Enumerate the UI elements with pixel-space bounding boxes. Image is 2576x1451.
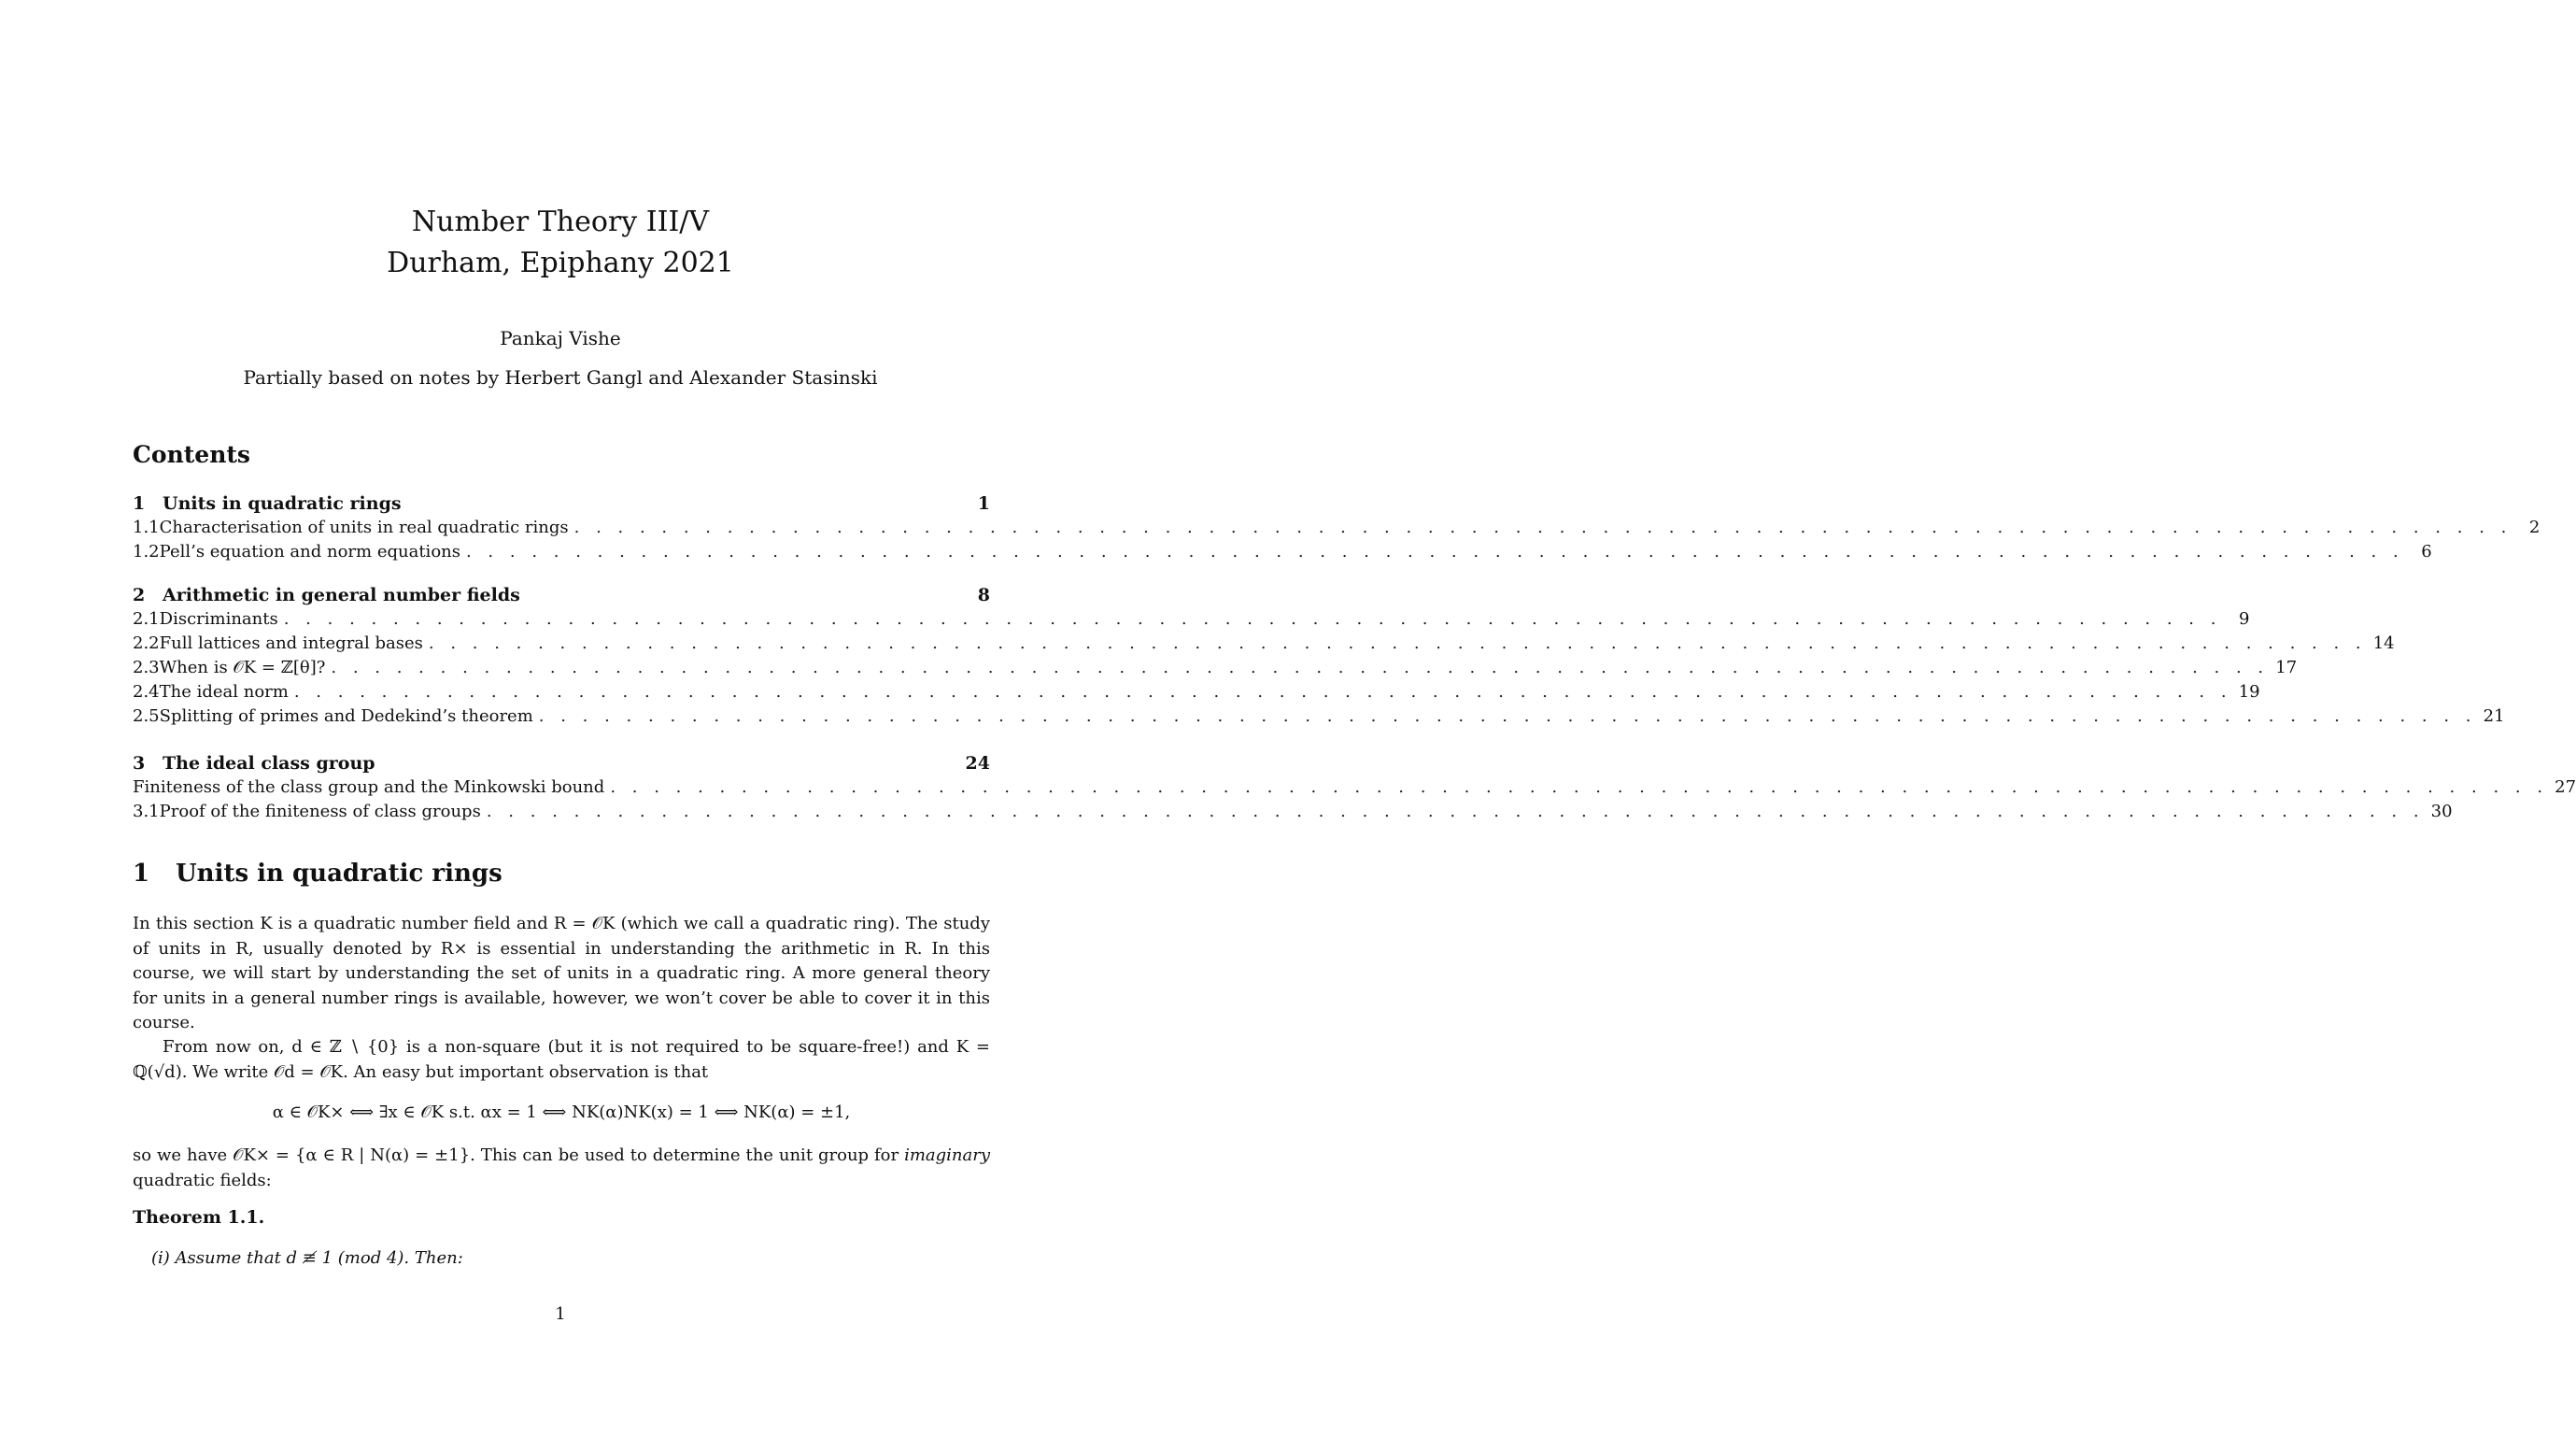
toc-subsection-2-3[interactable] <box>133 658 2298 682</box>
toc-section-1[interactable] <box>133 493 990 518</box>
toc-page: 24 <box>965 753 990 774</box>
toc-section-3[interactable] <box>133 753 990 777</box>
toc-section-2[interactable] <box>133 585 990 609</box>
section-heading <box>133 860 502 888</box>
title-line-1: Number Theory III/V <box>411 206 710 238</box>
toc-number: 3 <box>133 753 146 774</box>
toc-subsection-2-2[interactable] <box>133 633 2395 658</box>
toc-number: 2 <box>133 585 146 605</box>
body-paragraph-2: From now on, d ∈ ℤ ∖ {0} is a non-square (but it is not required to be square-free!) and K = ℚ(√d). We write 𝒪d = 𝒪K. An easy but important observation is that <box>133 1037 990 1082</box>
page-number: 1 <box>555 1304 566 1324</box>
toc-leader-dots: . . . . . . . . . . . . . . . . . . . . . . . . . . . . . . . . . . . . . . . . . . . . . . . . . . . . . . . . . . . . . . . . . . . . . . . . . . . . . . . . . . . . . . . . . <box>610 777 2549 797</box>
toc-number: 2.5 <box>133 706 160 726</box>
display-equation: α ∈ 𝒪K× ⟺ ∃x ∈ 𝒪K s.t. αx = 1 ⟺ NK(α)NK(x) = 1 ⟺ NK(α) = ±1, <box>272 1102 851 1122</box>
para3-text-a: so we have 𝒪K× = {α ∈ R | N(α) = ±1}. This can be used to determine the unit group for <box>133 1145 905 1165</box>
toc-leader-dots: . . . . . . . . . . . . . . . . . . . . . . . . . . . . . . . . . . . . . . . . . . . . . . . . . . . . . . . . . . . . . . . . . . . . . . . . . . . . . . . . . . . . . . . . . <box>486 802 2425 821</box>
toc-title: Discriminants <box>159 609 278 629</box>
toc-number: 2.4 <box>133 682 160 702</box>
toc-page: 2 <box>2528 518 2541 537</box>
toc-page: 21 <box>2483 706 2505 726</box>
toc-title: Pell’s equation and norm equations <box>159 542 460 562</box>
toc-number: 3.1 <box>133 802 160 821</box>
toc-number: 1.1 <box>133 518 160 537</box>
toc-page: 8 <box>977 585 990 605</box>
theorem-label: Theorem 1.1. <box>133 1207 265 1228</box>
toc-title: The ideal class group <box>163 753 375 774</box>
toc-page: 6 <box>2421 542 2432 562</box>
toc-number: 2.2 <box>133 633 160 653</box>
para3-emphasis: imaginary <box>904 1145 990 1165</box>
toc-title: The ideal norm <box>159 682 289 702</box>
toc-subsection-1-2[interactable] <box>133 542 2432 566</box>
section-title: Units in quadratic rings <box>176 860 502 888</box>
toc-title: Splitting of primes and Dedekind’s theorem <box>159 706 533 726</box>
toc-title: Characterisation of units in real quadratic rings <box>159 518 569 537</box>
toc-page: 30 <box>2430 802 2453 821</box>
toc-title: Units in quadratic rings <box>163 493 402 514</box>
toc-title: Arithmetic in general number fields <box>163 585 520 605</box>
toc-leader-dots: . . . . . . . . . . . . . . . . . . . . . . . . . . . . . . . . . . . . . . . . . . . . . . . . . . . . . . . . . . . . . . . . . . . . . . . . . . . . . . . . . . . . . . . . . <box>331 658 2270 677</box>
toc-number: 1 <box>133 493 146 514</box>
toc-page: 14 <box>2372 633 2395 653</box>
title-line-2: Durham, Epiphany 2021 <box>387 247 734 279</box>
toc-subsection-1-1[interactable] <box>133 518 2541 542</box>
toc-leader-dots: . . . . . . . . . . . . . . . . . . . . . . . . . . . . . . . . . . . . . . . . . . . . . . . . . . . . . . . . . . . . . . . . . . . . . . . . . . . . . . . . . . . . . . . . . <box>573 518 2512 537</box>
toc-subsection-3-0[interactable] <box>133 777 2576 802</box>
toc-page: 27 <box>2555 777 2576 797</box>
toc-page: 9 <box>2239 609 2250 629</box>
body-paragraph-3 <box>133 1144 990 1193</box>
toc-leader-dots: . . . . . . . . . . . . . . . . . . . . . . . . . . . . . . . . . . . . . . . . . . . . . . . . . . . . . . . . . . . . . . . . . . . . . . . . . . . . . . . . . . . . . . . . . <box>538 706 2477 726</box>
toc-leader-dots: . . . . . . . . . . . . . . . . . . . . . . . . . . . . . . . . . . . . . . . . . . . . . . . . . . . . . . . . . . . . . . . . . . . . . . . . . . . . . . . . . . . . . . . . . <box>428 633 2367 653</box>
toc-subsection-3-1[interactable] <box>133 802 2453 826</box>
credit-line: Partially based on notes by Herbert Gangl and Alexander Stasinski <box>243 366 878 389</box>
para3-text-b: quadratic fields: <box>133 1170 272 1190</box>
section-number: 1 <box>133 860 150 888</box>
toc-leader-dots: . . . . . . . . . . . . . . . . . . . . . . . . . . . . . . . . . . . . . . . . . . . . . . . . . . . . . . . . . . . . . . . . . . . . . . . . . . . . . . . . . . . . . . . . . <box>293 682 2232 702</box>
toc-page: 1 <box>977 493 990 514</box>
toc-title: Finiteness of the class group and the Minkowski bound <box>133 777 605 797</box>
toc-title: Full lattices and integral bases <box>159 633 423 653</box>
toc-number: 2.1 <box>133 609 160 629</box>
toc-page: 19 <box>2238 682 2260 702</box>
author: Pankaj Vishe <box>500 327 621 349</box>
toc-subsection-2-5[interactable] <box>133 706 2505 731</box>
toc-subsection-2-1[interactable] <box>133 609 2250 633</box>
toc-subsection-2-4[interactable] <box>133 682 2260 706</box>
toc-page: 17 <box>2275 658 2298 677</box>
toc-leader-dots: . . . . . . . . . . . . . . . . . . . . . . . . . . . . . . . . . . . . . . . . . . . . . . . . . . . . . . . . . . . . . . . . . . . . . . . . . . . . . . . . . . . . . . . . . <box>465 542 2404 562</box>
toc-title: When is 𝒪K = ℤ[θ]? <box>159 658 326 677</box>
toc-number: 1.2 <box>133 542 160 562</box>
theorem-item-1: (i) Assume that d ≢ 1 (mod 4). Then: <box>151 1248 463 1268</box>
toc-leader-dots: . . . . . . . . . . . . . . . . . . . . . . . . . . . . . . . . . . . . . . . . . . . . . . . . . . . . . . . . . . . . . . . . . . . . . . . . . . . . . . . . . . . . . . . . . <box>283 609 2222 629</box>
body-paragraph-1: In this section K is a quadratic number field and R = 𝒪K (which we call a quadratic ring). The study of units in R, usually denoted by R× is essential in understanding the arithmetic in R. In this course, we will start by understanding the set of units in a quadratic ring. A more general theory for units in a general number rings is available, however, we won’t cover be able to cover it in this course. <box>133 914 990 1032</box>
contents-heading: Contents <box>133 441 251 468</box>
toc-number: 2.3 <box>133 658 160 677</box>
toc-title: Proof of the finiteness of class groups <box>159 802 481 821</box>
